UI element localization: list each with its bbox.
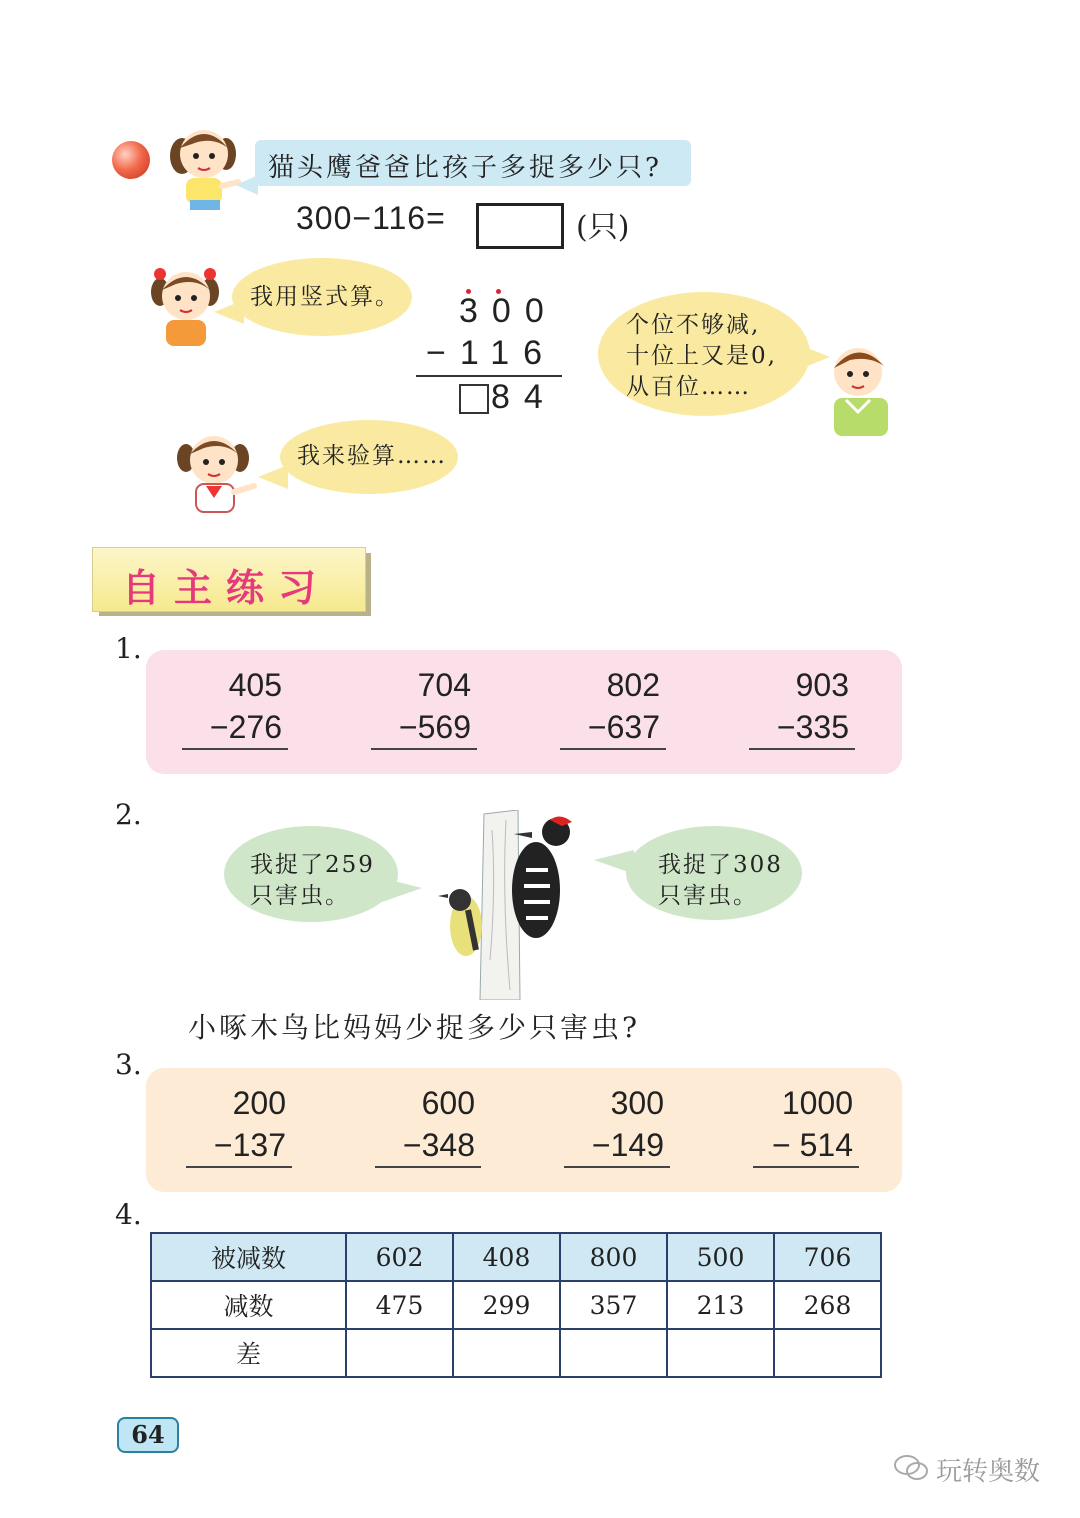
exercise-number: 1. [115, 632, 142, 665]
vertical-subtrahend: −116 [426, 334, 557, 372]
girl-checking-illustration [170, 426, 260, 518]
check-text: 我来验算…… [297, 443, 447, 469]
calc-item [560, 664, 666, 750]
table-cell: 357 [560, 1281, 667, 1329]
calc-item [182, 664, 288, 750]
subtrahend: − 514 [753, 1124, 859, 1168]
answer-cell[interactable] [560, 1329, 667, 1377]
table-cell: 268 [774, 1281, 881, 1329]
wechat-icon [893, 1453, 929, 1481]
subtrahend: −335 [749, 706, 855, 750]
exercise-number: 3. [115, 1048, 142, 1081]
table-cell: 408 [453, 1233, 560, 1281]
calc-item [375, 1082, 481, 1168]
answer-cell[interactable] [453, 1329, 560, 1377]
section-bullet-icon [112, 141, 150, 179]
watermark-text: 玩转奥数 [936, 1457, 1041, 1487]
subtrahend: −149 [564, 1124, 670, 1168]
answer-box[interactable] [476, 203, 564, 249]
row-header-difference: 差 [151, 1329, 346, 1377]
row-header-subtrahend: 减数 [151, 1281, 346, 1329]
minuend: 704 [417, 667, 471, 703]
calc-item [186, 1082, 292, 1168]
equation-unit: (只) [576, 210, 630, 245]
minuend: 802 [606, 667, 660, 703]
table-cell: 602 [346, 1233, 453, 1281]
bubble-tail [594, 850, 634, 874]
question-text: 猫头鹰爸爸比孩子多捉多少只? [268, 153, 662, 183]
table-cell: 213 [667, 1281, 774, 1329]
subtraction-table [150, 1232, 882, 1378]
bird-right-line-1: 我捉了308 [658, 852, 783, 878]
subtrahend: −348 [375, 1124, 481, 1168]
minuend: 1000 [781, 1085, 853, 1121]
subtrahend: −569 [371, 706, 477, 750]
table-row [151, 1329, 881, 1377]
answer-cell[interactable] [667, 1329, 774, 1377]
hint-line-3: 从百位…… [626, 374, 751, 400]
table-cell: 475 [346, 1281, 453, 1329]
speech-text: 我用竖式算。 [250, 284, 400, 310]
subtrahend: −276 [182, 706, 288, 750]
calc-item [371, 664, 477, 750]
table-row [151, 1281, 881, 1329]
exercise-2-question: 小啄木鸟比妈妈少捉多少只害虫? [188, 1011, 641, 1044]
hint-line-2: 十位上又是0, [626, 343, 777, 369]
calc-item [564, 1082, 670, 1168]
minuend: 300 [610, 1085, 664, 1121]
minuend: 200 [232, 1085, 286, 1121]
vertical-line [416, 375, 562, 377]
girl-pointing-illustration [152, 118, 242, 210]
vertical-result-digits: 84 [491, 378, 557, 416]
minuend: 600 [421, 1085, 475, 1121]
table-cell: 800 [560, 1233, 667, 1281]
calc-item [749, 664, 855, 750]
row-header-minuend: 被减数 [151, 1233, 346, 1281]
table-row [151, 1233, 881, 1281]
boy-illustration [826, 340, 894, 438]
subtrahend: −137 [186, 1124, 292, 1168]
page-number: 64 [117, 1417, 179, 1453]
bird-left-line-2: 只害虫。 [250, 883, 350, 909]
answer-cell[interactable] [774, 1329, 881, 1377]
answer-digit-box[interactable] [459, 384, 489, 414]
table-cell: 706 [774, 1233, 881, 1281]
table-cell: 299 [453, 1281, 560, 1329]
exercise-number: 4. [115, 1198, 142, 1231]
bird-right-line-2: 只害虫。 [658, 883, 758, 909]
calc-item [753, 1082, 859, 1168]
answer-cell[interactable] [346, 1329, 453, 1377]
table-cell: 500 [667, 1233, 774, 1281]
subtrahend: −637 [560, 706, 666, 750]
section-title: 自主练习 [122, 568, 331, 610]
hint-line-1: 个位不够减, [626, 312, 761, 338]
vertical-minuend: 300 [459, 292, 558, 330]
equation-text: 300−116= [296, 200, 446, 236]
woodpecker-illustration [432, 810, 592, 1000]
bubble-tail [382, 878, 422, 902]
minuend: 903 [795, 667, 849, 703]
exercise-number: 2. [115, 798, 142, 831]
bird-left-line-1: 我捉了259 [250, 852, 375, 878]
minuend: 405 [228, 667, 282, 703]
